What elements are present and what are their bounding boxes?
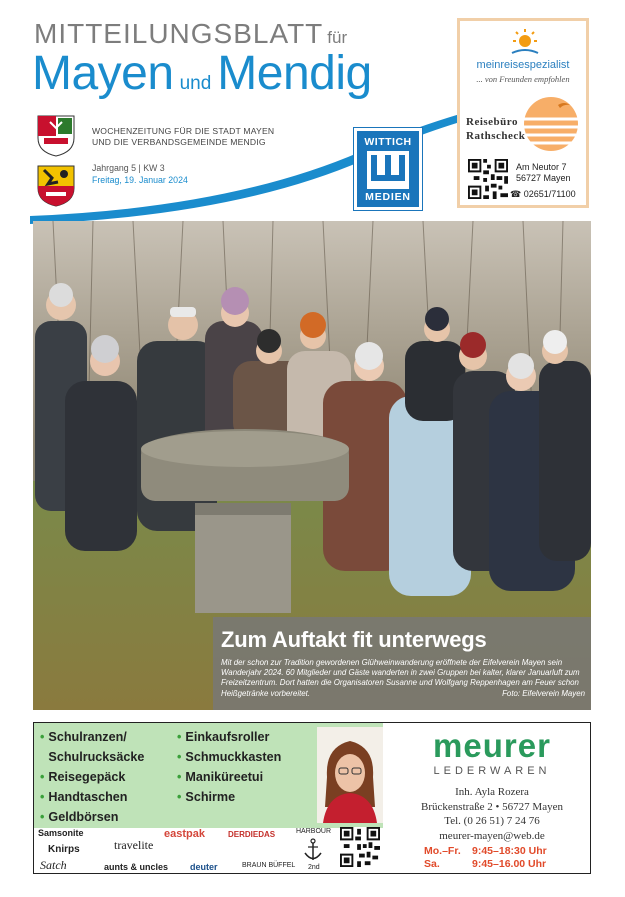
mayen-crest-icon — [36, 114, 76, 158]
shop-owner: Inh. Ayla Rozera — [455, 786, 529, 798]
hours-value: 9:45–16.00 Uhr — [472, 858, 547, 870]
shop-contact — [394, 785, 590, 843]
wittich-medien-logo — [354, 128, 422, 210]
brand-logo: Satch — [40, 858, 67, 872]
brand-logo: BRAUN BÜFFEL — [242, 862, 296, 869]
product-item: • Handtaschen — [40, 790, 128, 804]
product-item: • Reisegepäck — [40, 770, 126, 784]
qr-code-icon[interactable] — [468, 159, 508, 199]
brand-logo: eastpak — [164, 828, 205, 840]
photo-credit: Foto: Eifelverein Mayen — [502, 688, 585, 698]
brand-logos — [38, 828, 338, 872]
masthead-und: und — [179, 73, 212, 94]
article-title: Zum Auftakt fit unterwegs — [221, 627, 487, 652]
shop-tel: Tel. (0 26 51) 7 24 76 — [444, 815, 540, 827]
product-item: • Einkaufsroller — [177, 730, 270, 744]
brand-logo: HARBOUR — [296, 828, 332, 835]
wittich-top-text: WITTICH — [364, 136, 412, 148]
hours-value: 9:45–18:30 Uhr — [472, 845, 547, 857]
qr-code-icon[interactable] — [340, 827, 380, 867]
product-item: • Geldbörsen — [40, 810, 119, 824]
article-text: Mit der schon zur Tradition gewordenen Glühweinwanderung eröffnete der Eifelverein Mayen sein Wanderjahr 2024. 60 Mitglieder und Gäste wanderten in zwei Gruppen bei kalter, klarer Januarluft zum Freizeitzentrum. Dort hatten die Organisatoren Susanne und Wolfgang Reppenhagen am Feuer schon Heißgetränke vorbereitet. — [221, 658, 580, 698]
shop-email[interactable]: meurer-mayen@web.de — [439, 829, 545, 842]
paper-desc-line1: WOCHENZEITUNG FÜR DIE STADT MAYEN — [92, 126, 275, 136]
leather-shop-ad[interactable] — [33, 722, 591, 874]
travel-brand: meinreisespezialist — [476, 59, 570, 71]
agency-line2: Rathscheck — [466, 130, 526, 142]
brand-logo: travelite — [114, 838, 154, 852]
issue-info — [92, 162, 188, 186]
masthead-city2: Mendig — [217, 47, 372, 100]
travel-street: Am Neutor 7 — [516, 162, 567, 172]
product-list-right — [177, 727, 281, 807]
paper-description — [92, 126, 274, 148]
product-item: • Schirme — [177, 790, 236, 804]
agency-line1: Reisebüro — [466, 116, 518, 128]
travel-phone: ☎ 02651/71100 — [510, 189, 576, 199]
mendig-crest-icon — [36, 164, 76, 208]
brand-logo: Knirps — [48, 844, 80, 855]
hours-label: Mo.–Fr. — [424, 845, 461, 857]
anchor-icon — [302, 838, 324, 862]
product-item: • Maniküreetui — [177, 770, 264, 784]
brand-logo: deuter — [190, 862, 218, 872]
product-item: • Schmuckkasten — [177, 750, 282, 764]
sun-palm-icon — [508, 27, 542, 57]
masthead-city1: Mayen — [32, 47, 174, 100]
shop-subtitle: LEDERWAREN — [433, 765, 551, 777]
brand-logo: DERDIEDAS — [228, 830, 276, 839]
sunset-icon — [522, 95, 580, 153]
issue-date: Freitag, 19. Januar 2024 — [92, 175, 188, 185]
travel-city: 56727 Mayen — [516, 173, 571, 183]
product-item: • Schulranzen/ — [40, 730, 127, 744]
shop-name: meurer — [433, 727, 551, 764]
masthead-title — [32, 46, 372, 101]
owner-portrait — [317, 727, 383, 823]
article-caption — [213, 617, 591, 710]
shop-info-panel — [394, 723, 590, 873]
hours-label: Sa. — [424, 858, 440, 870]
issue-volume: Jahrgang 5 | KW 3 — [92, 163, 165, 173]
wittich-bottom-text: MEDIEN — [365, 191, 411, 203]
masthead-top-small: für — [327, 28, 348, 47]
product-item: Schulrucksäcke — [48, 750, 145, 764]
shop-address: Brückenstraße 2 • 56727 Mayen — [421, 800, 563, 813]
opening-hours — [424, 845, 547, 871]
brand-logo: aunts & uncles — [104, 862, 169, 872]
travel-agency-name — [466, 115, 525, 143]
travel-address — [516, 162, 571, 184]
wittich-w-icon — [367, 151, 409, 189]
travel-agency-ad[interactable] — [457, 18, 589, 208]
travel-tagline: ... von Freunden empfohlen — [476, 74, 570, 84]
masthead-top-word: MITTEILUNGSBLATT — [34, 18, 324, 49]
brand-logo: Samsonite — [38, 828, 84, 838]
product-list-left — [40, 727, 144, 827]
paper-desc-line2: UND DIE VERBANDSGEMEINDE MENDIG — [92, 137, 266, 147]
article-body — [221, 658, 585, 699]
brand-logo: 2nd — [308, 864, 320, 871]
